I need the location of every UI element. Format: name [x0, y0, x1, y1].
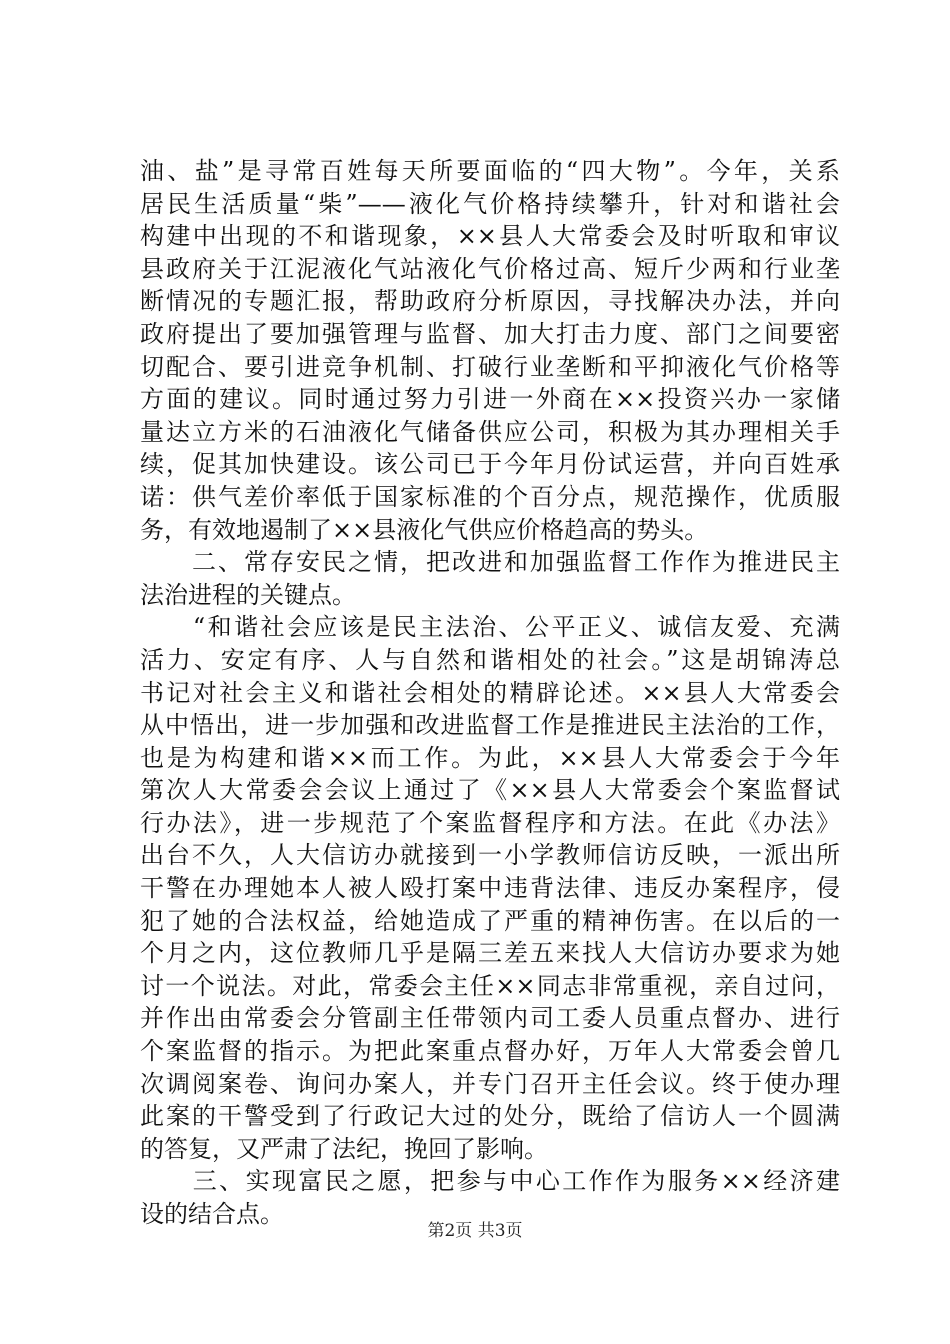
- text-line: 诺：供气差价率低于国家标准的个百分点，规范操作，优质服: [140, 482, 840, 511]
- text-line: 三、实现富民之愿，把参与中心工作作为服务××经济建: [140, 1167, 840, 1196]
- text-line: 方面的建议。同时通过努力引进一外商在××投资兴办一家储: [140, 385, 840, 414]
- text-line: 量达立方米的石油液化气储备供应公司，积极为其办理相关手: [140, 417, 840, 446]
- text-line: 行办法》，进一步规范了个案监督程序和方法。在此《办法》: [140, 808, 840, 837]
- text-line: 油、盐”是寻常百姓每天所要面临的“四大物”。今年，关系: [140, 157, 840, 185]
- text-line: 书记对社会主义和谐社会相处的精辟论述。××县人大常委会: [140, 678, 840, 707]
- text-line: 务，有效地遏制了××县液化气供应价格趋高的势头。: [140, 515, 709, 544]
- text-line: 第次人大常委会会议上通过了《××县人大常委会个案监督试: [140, 776, 840, 805]
- text-line: 二、常存安民之情，把改进和加强监督工作作为推进民主: [140, 548, 840, 577]
- text-line: 从中悟出，进一步加强和改进监督工作是推进民主法治的工作，: [140, 711, 840, 740]
- text-line: 并作出由常委会分管副主任带领内司工委人员重点督办、进行: [140, 1004, 840, 1033]
- text-line: 政府提出了要加强管理与监督、加大打击力度、部门之间要密: [140, 319, 840, 348]
- text-line: 出台不久，人大信访办就接到一小学教师信访反映，一派出所: [140, 841, 840, 870]
- text-line: 县政府关于江泥液化气站液化气价格过高、短斤少两和行业垄: [140, 254, 840, 283]
- text-line: 续，促其加快建设。该公司已于今年月份试运营，并向百姓承: [140, 450, 840, 479]
- text-line: 也是为构建和谐××而工作。为此，××县人大常委会于今年: [140, 743, 840, 772]
- body-text: [140, 155, 840, 1231]
- page-footer: 第2页 共3页: [427, 1221, 523, 1241]
- text-line: 法治进程的关键点。: [140, 580, 356, 609]
- text-line: 的答复，又严肃了法纪，挽回了影响。: [140, 1134, 548, 1163]
- text-line: 讨一个说法。对此，常委会主任××同志非常重视，亲自过问，: [140, 971, 840, 1000]
- text-line: 次调阅案卷、询问办案人，并专门召开主任会议。终于使办理: [140, 1069, 840, 1098]
- text-line: 构建中出现的不和谐现象，××县人大常委会及时听取和审议: [140, 222, 840, 251]
- text-line: 犯了她的合法权益，给她造成了严重的精神伤害。在以后的一: [140, 906, 840, 935]
- text-line: 设的结合点。: [140, 1200, 284, 1228]
- text-line: “和谐社会应该是民主法治、公平正义、诚信友爱、充满: [140, 613, 840, 642]
- text-line: 个案监督的指示。为把此案重点督办好，万年人大常委会曾几: [140, 1037, 840, 1066]
- text-line: 干警在办理她本人被人殴打案中违背法律、违反办案程序，侵: [140, 874, 840, 903]
- text-line: 活力、安定有序、人与自然和谐相处的社会。”这是胡锦涛总: [140, 645, 840, 674]
- text-line: 切配合、要引进竞争机制、打破行业垄断和平抑液化气价格等: [140, 352, 840, 381]
- text-line: 个月之内，这位教师几乎是隔三差五来找人大信访办要求为她: [140, 939, 840, 968]
- text-line: 此案的干警受到了行政记大过的处分，既给了信访人一个圆满: [140, 1102, 840, 1131]
- text-line: 居民生活质量“柴”——液化气价格持续攀升，针对和谐社会: [140, 189, 840, 218]
- text-line: 断情况的专题汇报，帮助政府分析原因，寻找解决办法，并向: [140, 287, 840, 316]
